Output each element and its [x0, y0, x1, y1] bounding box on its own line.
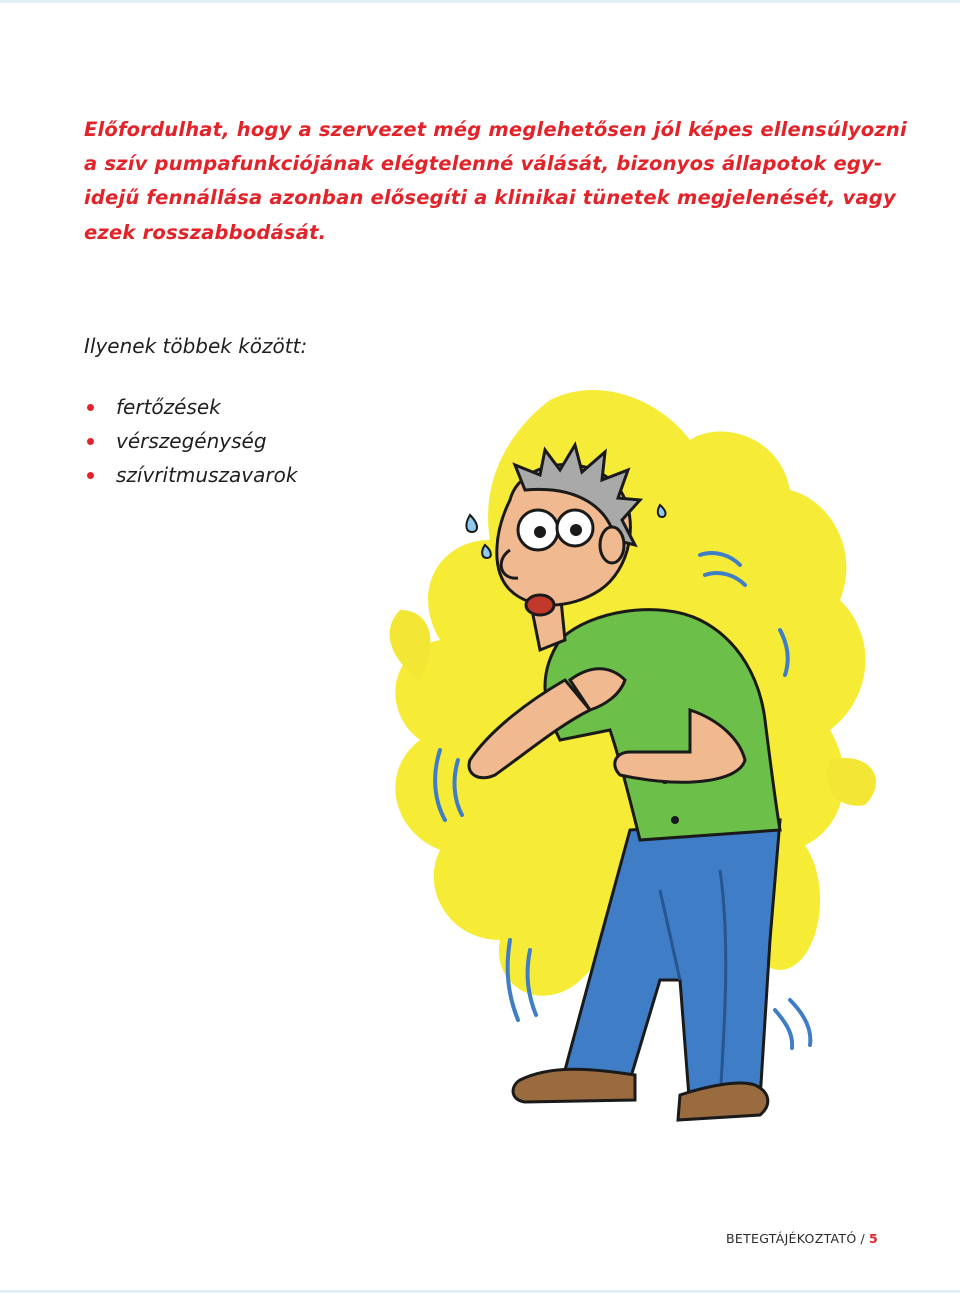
condition-list: [84, 390, 297, 492]
bullet-icon: [87, 404, 94, 411]
intro-line: ezek rosszabbodását.: [84, 220, 327, 244]
bullet-icon: [87, 438, 94, 445]
footer-title: BETEGTÁJÉKOZTATÓ: [726, 1231, 857, 1246]
intro-line: idejű fennállása azonban elősegíti a klinikai tünetek megjelenését, vagy: [84, 186, 896, 210]
list-item: [84, 424, 297, 458]
intro-paragraph: [84, 113, 907, 250]
list-heading: Ilyenek többek között:: [84, 334, 308, 358]
page-number: 5: [869, 1231, 878, 1246]
cartoon-illustration: [360, 380, 920, 1180]
top-rule: [0, 0, 960, 3]
intro-line: a szív pumpafunkciójának elégtelenné válását, bizonyos állapotok egy-: [84, 152, 883, 176]
list-item: [84, 458, 297, 492]
bullet-icon: [87, 472, 94, 479]
left-shoe: [513, 1069, 635, 1102]
list-item-label: vérszegénység: [116, 429, 267, 453]
list-item-label: szívritmuszavarok: [116, 463, 298, 487]
list-item: [84, 390, 297, 424]
footer-separator: /: [860, 1231, 865, 1246]
page-footer: [726, 1231, 878, 1246]
list-item-label: fertőzések: [116, 395, 221, 419]
intro-line: Előfordulhat, hogy a szervezet még meglehetősen jól képes ellensúlyozni: [84, 118, 907, 141]
